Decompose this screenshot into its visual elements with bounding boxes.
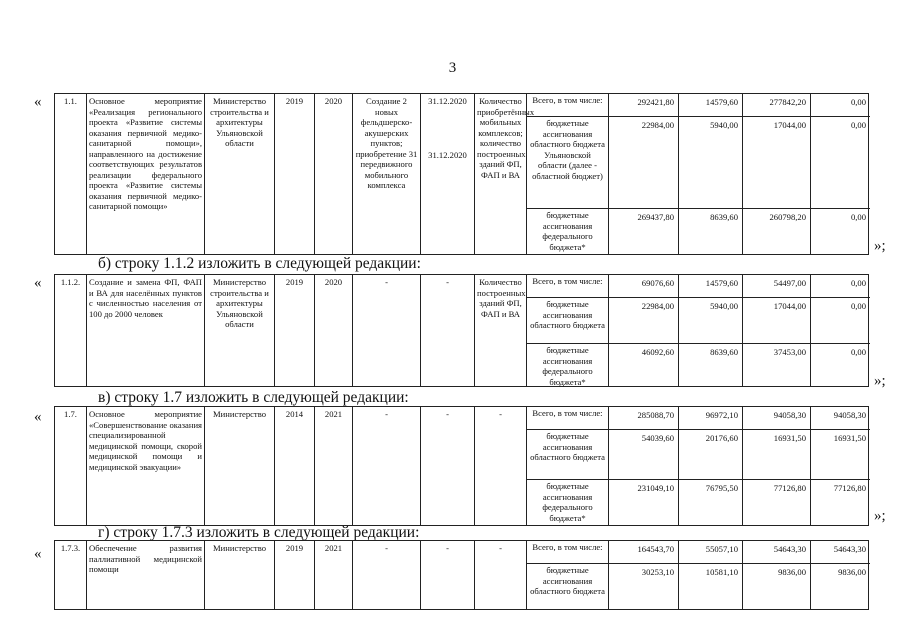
funding-source: бюджетные ассигнования областного бюджета — [527, 429, 608, 479]
cell-v3 — [811, 407, 870, 525]
cell-v1 — [679, 407, 743, 525]
funding-source: бюджетные ассигнования областного бюджета — [527, 563, 608, 611]
section-heading: г) строку 1.7.3 изложить в следующей редакции: — [98, 524, 420, 541]
cell-source — [527, 541, 609, 609]
cell-dates — [421, 94, 475, 254]
cell-v1 — [679, 541, 743, 609]
funding-value: 16931,50 — [743, 429, 810, 479]
funding-value: 0,00 — [811, 297, 870, 343]
cell-v0 — [609, 541, 679, 609]
cell-v2 — [743, 541, 811, 609]
funding-value: 77126,80 — [743, 479, 810, 527]
cell-code: 1.7. — [55, 407, 87, 525]
funding-value: 54643,30 — [773, 544, 806, 554]
cell-indicator: Количество приобретённых мобильных комплексов; количество построенных зданий ФП, ФАП и ВА — [475, 94, 527, 254]
cell-name: Обеспечение развития паллиативной медицинской помощи — [87, 541, 205, 609]
funding-source: Всего, в том числе: — [532, 95, 603, 105]
cell-year-end: 2020 — [315, 275, 353, 386]
funding-value: 94058,30 — [833, 410, 866, 420]
funding-value: 285088,70 — [637, 410, 674, 420]
date-value: 31.12.2020 — [428, 150, 467, 160]
funding-value: 5940,00 — [679, 297, 742, 343]
cell-v2 — [743, 275, 811, 386]
funding-value: 22984,00 — [609, 297, 678, 343]
cell-v2 — [743, 94, 811, 254]
cell-code: 1.7.3. — [55, 541, 87, 609]
open-quote: « — [34, 546, 42, 562]
date-value: - — [446, 543, 449, 553]
cell-result: - — [353, 541, 421, 609]
funding-value: 10581,10 — [679, 563, 742, 611]
cell-dates — [421, 275, 475, 386]
cell-year-start: 2019 — [275, 275, 315, 386]
cell-name: Основное мероприятие «Реализация регионального проекта «Развитие системы оказания первичной медико-санитарной помощи», направленного на достижение соответствующих результатов реализации федерального проекта «Развитие системы оказания первичной медико-санитарной помощи» — [87, 94, 205, 254]
funding-value: 54039,60 — [609, 429, 678, 479]
cell-code: 1.1. — [55, 94, 87, 254]
funding-value: 292421,80 — [637, 97, 674, 107]
cell-executor: Министерство — [205, 407, 275, 525]
cell-v2 — [743, 407, 811, 525]
funding-value: 96972,10 — [705, 410, 738, 420]
cell-executor: Министерство строительства и архитектуры Ульяновской области — [205, 275, 275, 386]
funding-value: 69076,60 — [641, 278, 674, 288]
funding-source: бюджетные ассигнования областного бюджета Ульяновской области (далее - областной бюджет) — [527, 116, 608, 208]
cell-indicator: - — [475, 407, 527, 525]
date-value: - — [446, 409, 449, 419]
cell-name: Основное мероприятие «Совершенствование оказания специализированной медицинской помощи, скорой медицинской помощи и медицинской эвакуации» — [87, 407, 205, 525]
funding-value: 9836,00 — [743, 563, 810, 611]
funding-value: 77126,80 — [811, 479, 870, 527]
cell-v0 — [609, 94, 679, 254]
funding-value: 30253,10 — [609, 563, 678, 611]
funding-value: 37453,00 — [743, 343, 810, 388]
cell-v1 — [679, 94, 743, 254]
cell-source — [527, 94, 609, 254]
funding-value: 46092,60 — [609, 343, 678, 388]
funding-value: 0,00 — [811, 116, 870, 208]
cell-name: Создание и замена ФП, ФАП и ВА для населённых пунктов с численностью населения от 100 до 2000 человек — [87, 275, 205, 386]
funding-source: Всего, в том числе: — [532, 542, 603, 552]
cell-source — [527, 407, 609, 525]
funding-value: 0,00 — [811, 343, 870, 388]
funding-value: 14579,60 — [705, 97, 738, 107]
funding-value: 22984,00 — [609, 116, 678, 208]
funding-source: бюджетные ассигнования областного бюджета — [527, 297, 608, 343]
cell-source — [527, 275, 609, 386]
funding-source: Всего, в том числе: — [532, 276, 603, 286]
funding-value: 5940,00 — [679, 116, 742, 208]
funding-value: 9836,00 — [811, 563, 870, 611]
close-quote: »; — [874, 373, 886, 389]
cell-v3 — [811, 275, 870, 386]
funding-source: бюджетные ассигнования федерального бюджета* — [527, 479, 608, 527]
section-heading: б) строку 1.1.2 изложить в следующей редакции: — [98, 255, 421, 272]
cell-indicator: Количество построенных зданий ФП, ФАП и ВА — [475, 275, 527, 386]
funding-value: 20176,60 — [679, 429, 742, 479]
funding-source: бюджетные ассигнования федерального бюджета* — [527, 208, 608, 256]
cell-dates — [421, 541, 475, 609]
funding-value: 231049,10 — [609, 479, 678, 527]
funding-source: бюджетные ассигнования федерального бюджета* — [527, 343, 608, 388]
funding-value: 54643,30 — [833, 544, 866, 554]
funding-value: 17044,00 — [743, 116, 810, 208]
cell-year-end: 2021 — [315, 407, 353, 525]
date-value: - — [446, 277, 449, 287]
cell-code: 1.1.2. — [55, 275, 87, 386]
table-row — [54, 406, 869, 526]
funding-value: 277842,20 — [769, 97, 806, 107]
cell-year-start: 2019 — [275, 94, 315, 254]
cell-year-start: 2014 — [275, 407, 315, 525]
funding-value: 94058,30 — [773, 410, 806, 420]
close-quote: »; — [874, 508, 886, 524]
cell-v0 — [609, 407, 679, 525]
funding-value: 0,00 — [850, 97, 866, 107]
cell-v3 — [811, 541, 870, 609]
funding-value: 164543,70 — [637, 544, 674, 554]
cell-executor: Министерство — [205, 541, 275, 609]
date-value: 31.12.2020 — [428, 96, 467, 106]
funding-value: 8639,60 — [679, 343, 742, 388]
funding-value: 14579,60 — [705, 278, 738, 288]
cell-v3 — [811, 94, 870, 254]
section-heading: в) строку 1.7 изложить в следующей редакции: — [98, 389, 409, 406]
table-row — [54, 274, 869, 387]
funding-value: 269437,80 — [609, 208, 678, 256]
funding-value: 0,00 — [850, 278, 866, 288]
cell-executor: Министерство строительства и архитектуры Ульяновской области — [205, 94, 275, 254]
open-quote: « — [34, 275, 42, 291]
cell-result: - — [353, 275, 421, 386]
page-number: 3 — [448, 60, 457, 76]
funding-source: Всего, в том числе: — [532, 408, 603, 418]
cell-indicator: - — [475, 541, 527, 609]
close-quote: »; — [874, 238, 886, 254]
funding-value: 0,00 — [811, 208, 870, 256]
funding-value: 8639,60 — [679, 208, 742, 256]
cell-v1 — [679, 275, 743, 386]
cell-result: - — [353, 407, 421, 525]
open-quote: « — [34, 94, 42, 110]
funding-value: 76795,50 — [679, 479, 742, 527]
funding-value: 17044,00 — [743, 297, 810, 343]
cell-year-end: 2020 — [315, 94, 353, 254]
open-quote: « — [34, 409, 42, 425]
cell-result: Создание 2 новых фельдшерско-акушерских пунктов; приобретение 31 передвижного мобильного комплекса — [353, 94, 421, 254]
funding-value: 260798,20 — [743, 208, 810, 256]
cell-year-end: 2021 — [315, 541, 353, 609]
funding-value: 55057,10 — [705, 544, 738, 554]
funding-value: 16931,50 — [811, 429, 870, 479]
cell-year-start: 2019 — [275, 541, 315, 609]
cell-v0 — [609, 275, 679, 386]
table-row — [54, 93, 869, 255]
table-row — [54, 540, 869, 610]
cell-dates — [421, 407, 475, 525]
funding-value: 54497,00 — [773, 278, 806, 288]
